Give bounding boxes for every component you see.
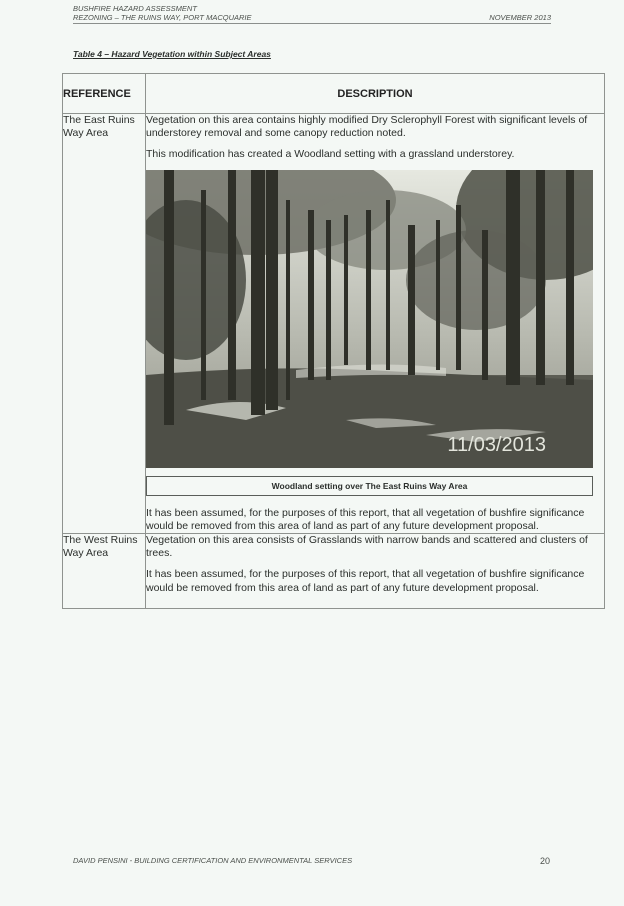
description-paragraph: Vegetation on this area contains highly modified Dry Sclerophyll Forest with significant levels of understorey removal and some canopy reduction noted. bbox=[146, 114, 588, 140]
description-paragraph: This modification has created a Woodland setting with a grassland understorey. bbox=[146, 148, 515, 161]
description-paragraph: It has been assumed, for the purposes of this report, that all vegetation of bushfire significance would be removed from this area of land as part of any future development proposal. bbox=[146, 568, 585, 594]
page-footer: DAVID PENSINI - BUILDING CERTIFICATION AND ENVIRONMENTAL SERVICES bbox=[73, 856, 353, 865]
description-cell bbox=[146, 114, 605, 534]
reference-cell: The West Ruins Way Area bbox=[63, 534, 146, 609]
column-header-description: DESCRIPTION bbox=[146, 74, 605, 114]
header-row bbox=[73, 13, 551, 24]
table-caption: Table 4 – Hazard Vegetation within Subject Areas bbox=[73, 49, 271, 59]
hazard-vegetation-table bbox=[62, 73, 605, 609]
header-project: REZONING – THE RUINS WAY, PORT MACQUARIE bbox=[73, 13, 252, 22]
description-paragraph: Vegetation on this area consists of Grasslands with narrow bands and scattered and clusters of trees. bbox=[146, 534, 588, 560]
page-number: 20 bbox=[540, 856, 551, 866]
header-date: NOVEMBER 2013 bbox=[489, 13, 551, 22]
column-header-reference: REFERENCE bbox=[63, 74, 146, 114]
description-paragraph: It has been assumed, for the purposes of this report, that all vegetation of bushfire significance would be removed from this area of land as part of any future development proposal. bbox=[146, 506, 585, 532]
page-header bbox=[73, 4, 551, 24]
photo-caption: Woodland setting over The East Ruins Way Area bbox=[146, 476, 593, 496]
header-title: BUSHFIRE HAZARD ASSESSMENT bbox=[73, 4, 197, 13]
description-cell bbox=[146, 534, 605, 609]
table-row bbox=[63, 534, 605, 609]
woodland-photo bbox=[146, 170, 593, 468]
table-header-row bbox=[63, 74, 605, 114]
reference-cell: The East Ruins Way Area bbox=[63, 114, 146, 534]
photo-date-stamp: 11/03/2013 bbox=[447, 433, 546, 456]
table-row bbox=[63, 114, 605, 534]
